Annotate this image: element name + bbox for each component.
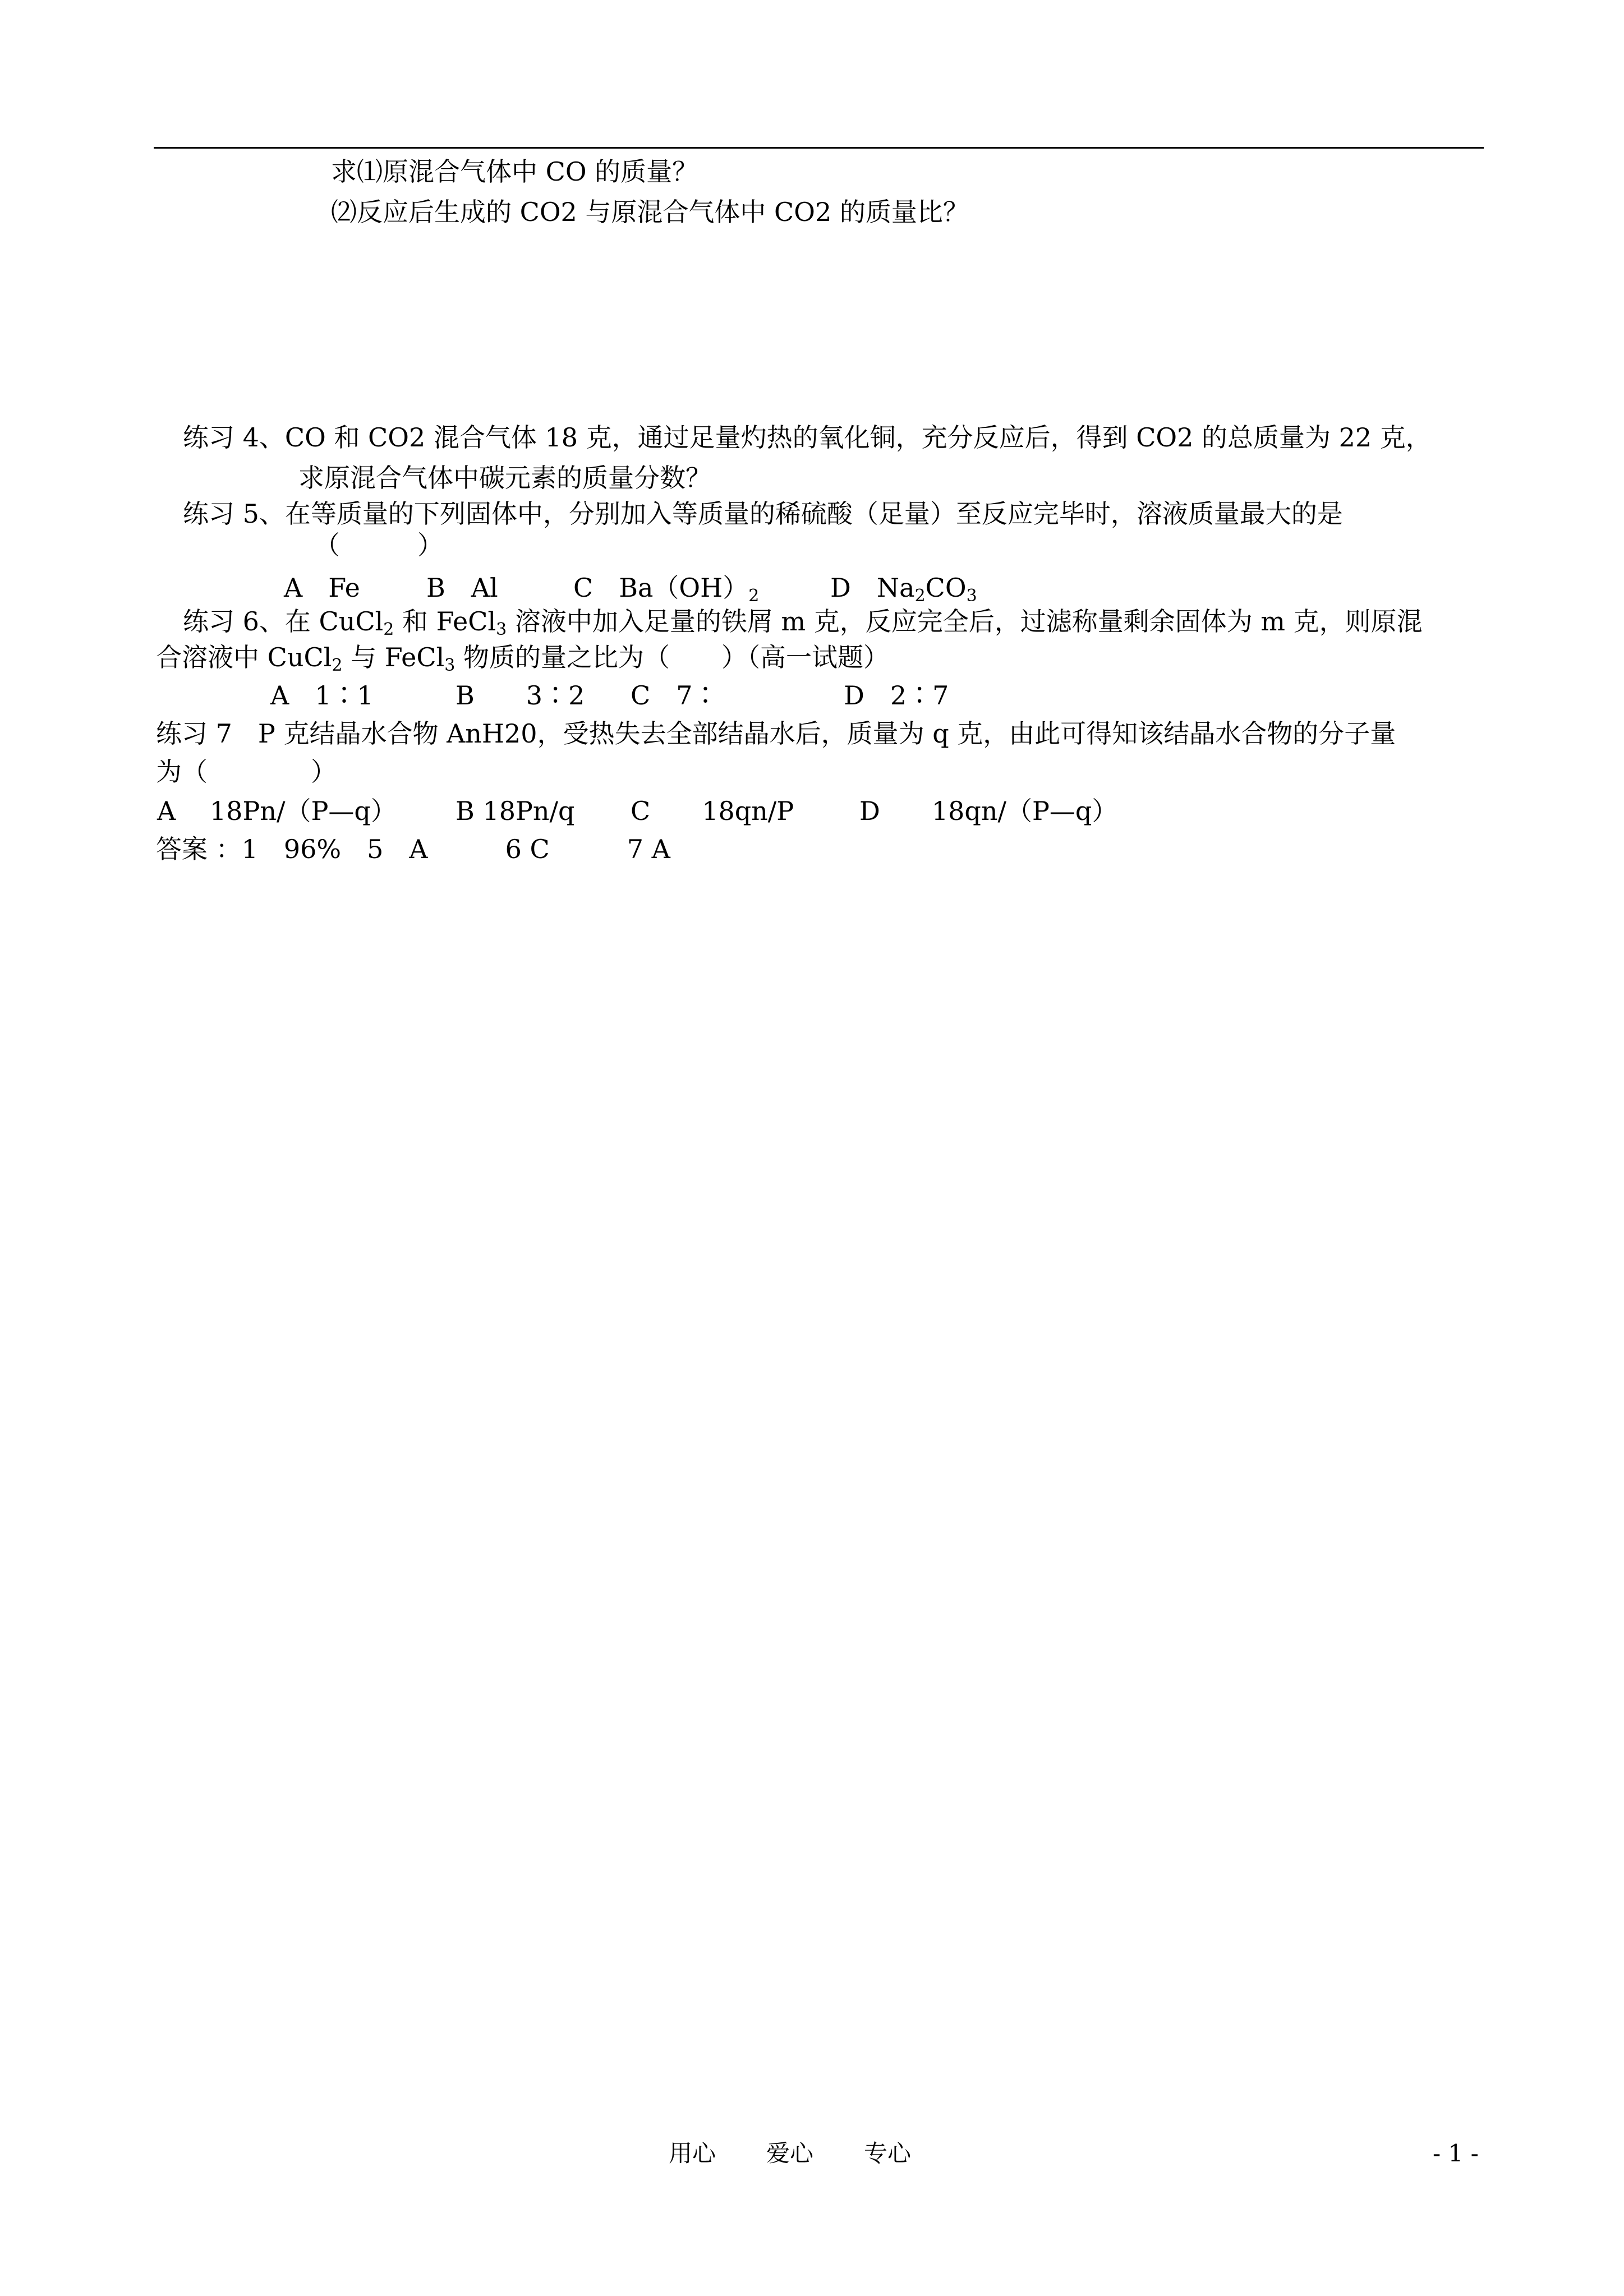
exercise-7-option-a: A 18Pn/（P—q） [157,796,397,826]
answer-key: 答案 ：1 96% 5 A 6 C 7 A [156,834,670,864]
exercise-5-line-1: 练习 5、在等质量的下列固体中，分别加入等质量的稀硫酸（足量）至反应完毕时，溶液质量最大的是 [183,499,1343,529]
exercise-5-option-d: D $Na_2CO_3$ [830,573,977,606]
exercise-7-option-b: B 18Pn/q [456,796,575,826]
exercise-6-option-a: A 1∶1 [270,680,374,711]
exercise-6-line-2: 合溶液中 CuCl$_2$ 与 FeCl$_3$ 物质的量之比为（ ）（高一试题） [156,642,889,675]
exercise-7-option-d: D 18qn/（P—q） [859,796,1118,826]
exercise-5-option-b: B Al [426,573,498,603]
exercise-4-line-1: 练习 4、CO 和 CO2 混合气体 18 克，通过足量灼热的氧化铜，充分反应后，得到 CO2 的总质量为 22 克， [183,422,1432,453]
header-rule [154,147,1484,149]
exercise-6-option-c: C 7∶ [631,680,719,711]
q3-line-1: 求⑴原混合气体中 CO 的质量？ [331,156,698,187]
q3-line-2: ⑵反应后生成的 CO2 与原混合气体中 CO2 的质量比？ [331,197,969,227]
exercise-6-option-b: B 3∶2 [456,680,585,711]
page-number: - 1 - [1433,2140,1479,2167]
exercise-7-line-2: 为（ ） [156,757,337,787]
exercise-6-line-1: 练习 6、在 CuCl$_2$ 和 FeCl$_3$ 溶液中加入足量的铁屑 m 克，反应完全后，过滤称量剩余固体为 m 克，则原混 [183,606,1423,639]
exercise-6-option-d: D 2∶7 [844,680,949,711]
exercise-7-line-1: 练习 7 P 克结晶水合物 AnH20，受热失去全部结晶水后，质量为 q 克，由此可得知该结晶水合物的分子量 [156,718,1396,749]
exercise-4-line-2: 求原混合气体中碳元素的质量分数？ [298,463,711,493]
footer-motto-1: 用心 [669,2140,716,2167]
footer-motto-2: 爱心 [766,2140,814,2167]
footer-motto-3: 专心 [864,2140,912,2167]
exercise-5-option-c: C $Ba(OH)_2$ [573,573,760,606]
exercise-5-option-a: A Fe [284,573,360,603]
exercise-5-line-2: （ ） [314,530,443,560]
exercise-7-option-c: C 18qn/P [631,796,794,826]
